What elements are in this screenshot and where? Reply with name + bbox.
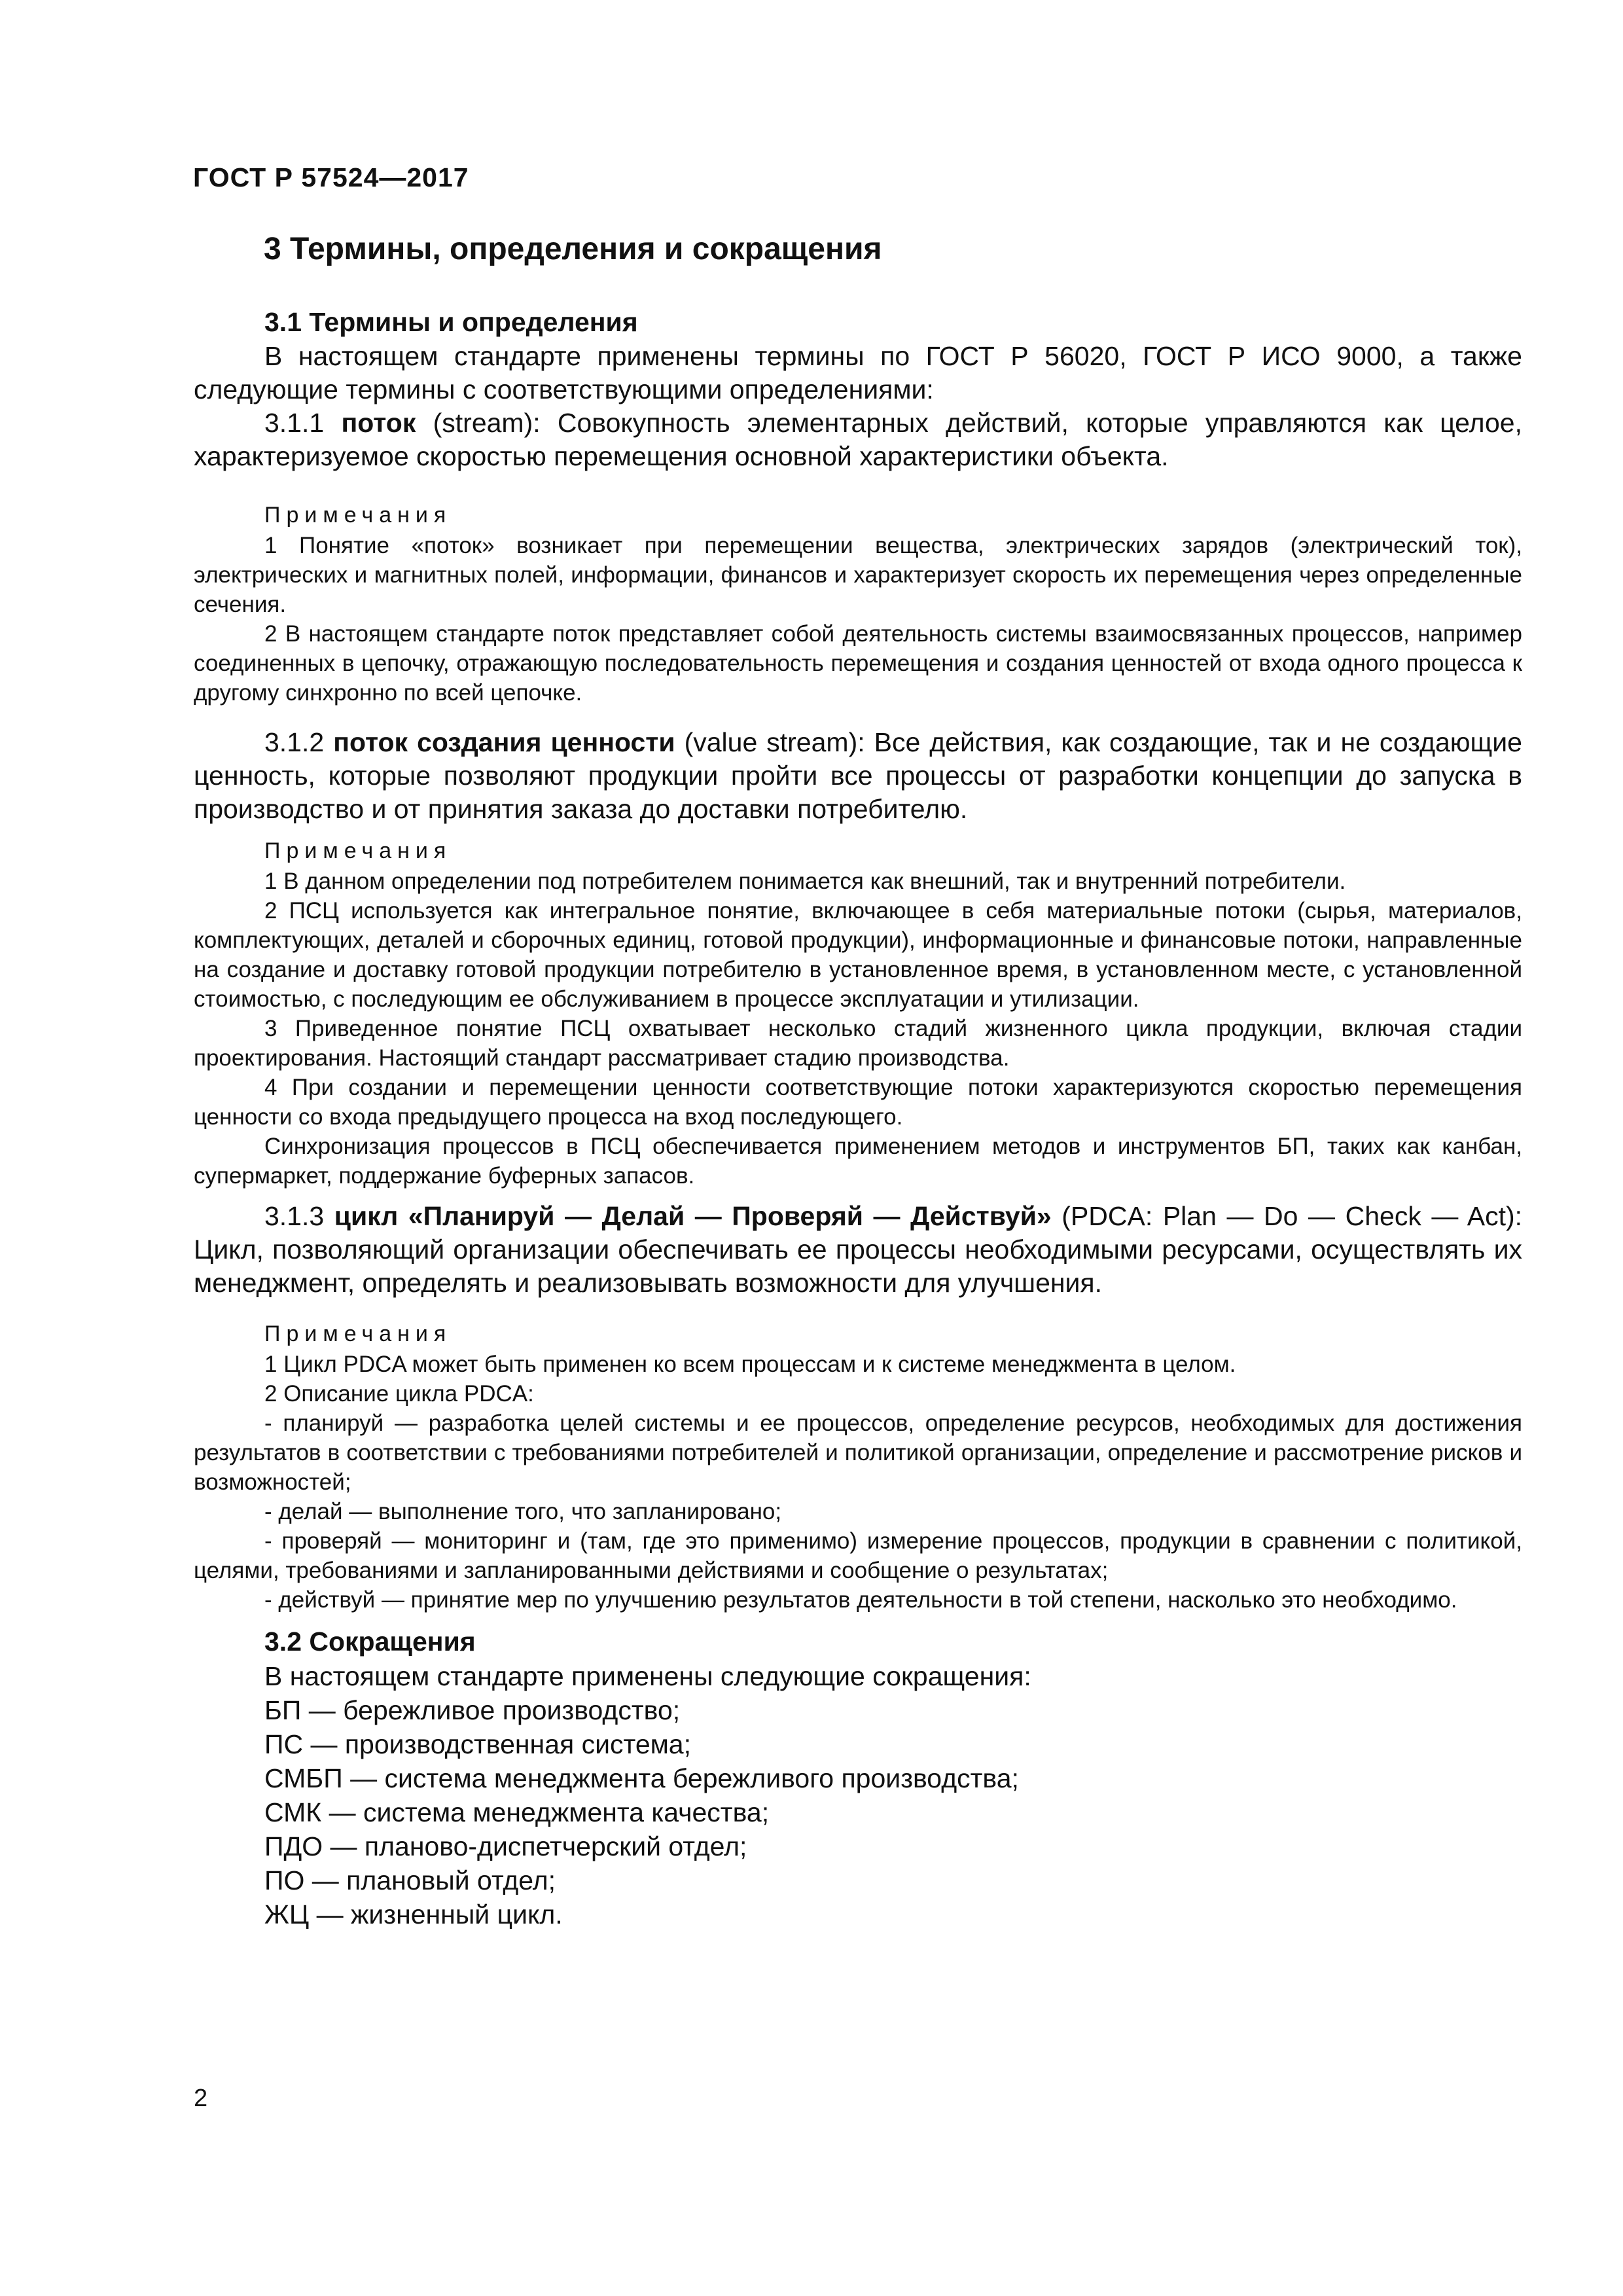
abbreviation-item: СМК — система менеджмента качества;	[264, 1797, 770, 1827]
abbreviation-item: ЖЦ — жизненный цикл.	[264, 1899, 563, 1929]
subsection-intro-3-1: В настоящем стандарте применены термины по ГОСТ Р 56020, ГОСТ Р ИСО 9000, а также следующие термины с соответствующими определениями:	[194, 341, 1522, 404]
term-number: 3.1.2	[264, 727, 334, 757]
note: - проверяй — мониторинг и (там, где это применимо) измерение процессов, продукции в сравнении с политикой, целями, требованиями и запланированными действиями и сообщение о результатах;	[194, 1528, 1522, 1583]
term-number: 3.1.1	[264, 408, 342, 438]
page-number: 2	[194, 2085, 208, 2112]
note: 1 Цикл PDCA может быть применен ко всем процессам и к системе менеджмента в целом.	[264, 1352, 1236, 1377]
abbreviation-item: СМБП — система менеджмента бережливого производства;	[264, 1763, 1019, 1793]
section-title: 3 Термины, определения и сокращения	[264, 232, 882, 266]
abbreviation-item: ПО — плановый отдел;	[264, 1865, 556, 1895]
abbreviation-item: БП — бережливое производство;	[264, 1695, 681, 1725]
notes-label: Примечания	[264, 838, 452, 863]
term-3-1-1	[194, 406, 1522, 473]
note: 2 ПСЦ используется как интегральное понятие, включающее в себя материальные потоки (сырья, материалов, комплектующих, деталей и сборочных единиц, готовой продукции), информационные и финансовые потоки, направленные на создание и доставку готовой продукции потребителю в установленное время, в установленном месте, с установленной стоимостью, с последующим ее обслуживанием в процессе эксплуатации и утилизации.	[194, 898, 1522, 1012]
term-definition: (PDCA: Plan — Do — Check — Act): Цикл, позволяющий организации обеспечивать ее процессы необходимыми ресурсами, осуществлять их менеджмент, определять и реализовывать возможности для улучшения.	[194, 1201, 1522, 1298]
note: - действуй — принятие мер по улучшению результатов деятельности в той степени, насколько это необходимо.	[264, 1587, 1457, 1613]
abbreviation-item: ПС — производственная система;	[264, 1729, 691, 1759]
term-definition: (stream): Совокупность элементарных действий, которые управляются как целое, характеризуемое скоростью перемещения основной характеристики объекта.	[194, 408, 1522, 471]
note: 3 Приведенное понятие ПСЦ охватывает несколько стадий жизненного цикла продукции, включая стадии проектирования. Настоящий стандарт рассматривает стадию производства.	[194, 1016, 1522, 1071]
abbreviation-item: ПДО — планово-диспетчерский отдел;	[264, 1831, 747, 1861]
term-name: поток создания ценности	[333, 727, 675, 757]
note: Синхронизация процессов в ПСЦ обеспечивается применением методов и инструментов БП, таких как канбан, супермаркет, поддержание буферных запасов.	[194, 1134, 1522, 1189]
note: 1 Понятие «поток» возникает при перемещении вещества, электрических зарядов (электрический ток), электрических и магнитных полей, информации, финансов и характеризует скорость их перемещения через определенные сечения.	[194, 533, 1522, 617]
notes-label: Примечания	[264, 503, 452, 528]
term-3-1-3	[194, 1200, 1522, 1300]
subsection-title-3-1: 3.1 Термины и определения	[264, 307, 638, 337]
term-definition: (value stream): Все действия, как создающие, так и не создающие ценность, которые позволяют продукции пройти все процессы от разработки концепции до запуска в производство и от принятия заказа до доставки потребителю.	[194, 727, 1522, 824]
term-name: поток	[341, 408, 416, 438]
note: 4 При создании и перемещении ценности соответствующие потоки характеризуются скоростью перемещения ценности со входа предыдущего процесса на вход последующего.	[194, 1075, 1522, 1130]
term-name: цикл «Планируй — Делай — Проверяй — Действуй»	[334, 1201, 1052, 1231]
subsection-title-3-2: 3.2 Сокращения	[264, 1626, 476, 1657]
term-number: 3.1.3	[264, 1201, 334, 1231]
standard-designation: ГОСТ Р 57524—2017	[193, 162, 469, 192]
note: - делай — выполнение того, что запланировано;	[264, 1499, 782, 1524]
note: 2 Описание цикла PDCA:	[264, 1381, 534, 1407]
term-3-1-2	[194, 726, 1522, 826]
note: 1 В данном определении под потребителем понимается как внешний, так и внутренний потребители.	[264, 869, 1346, 894]
page-content	[194, 304, 1522, 1931]
note: 2 В настоящем стандарте поток представляет собой деятельность системы взаимосвязанных процессов, например соединенных в цепочку, отражающую последовательность перемещения и создания ценностей от входа одного процесса к другому синхронно по всей цепочке.	[194, 621, 1522, 706]
note: - планируй — разработка целей системы и ее процессов, определение ресурсов, необходимых для достижения результатов в соответствии с требованиями потребителей и политикой организации, определение и рассмотрение рисков и возможностей;	[194, 1410, 1522, 1495]
notes-label: Примечания	[264, 1321, 452, 1346]
subsection-intro-3-2: В настоящем стандарте применены следующие сокращения:	[264, 1661, 1031, 1691]
